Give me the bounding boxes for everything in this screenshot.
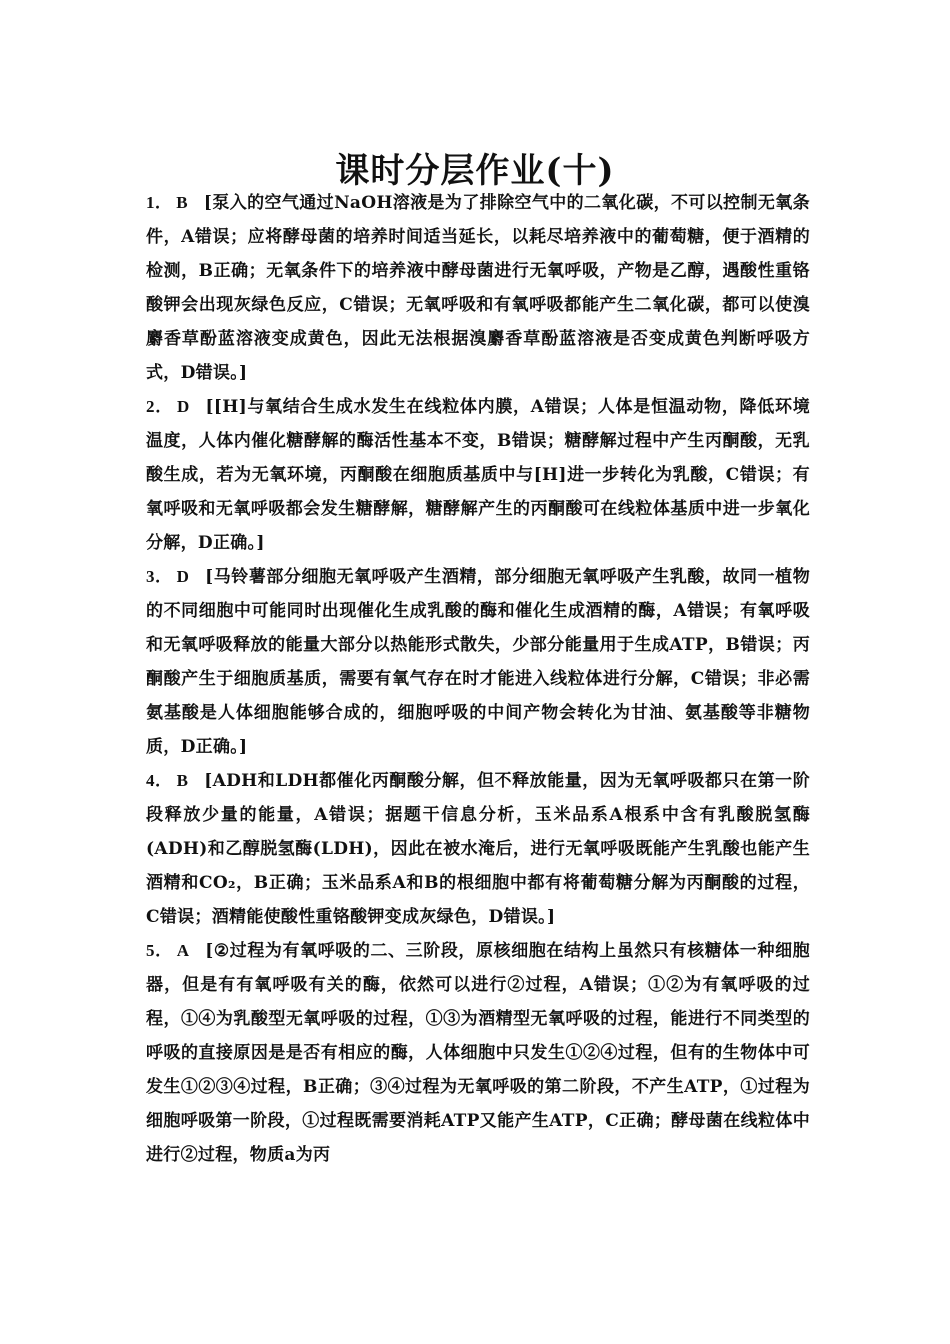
answer-number: 5． <box>146 941 173 960</box>
answer-number: 4． <box>146 771 173 790</box>
answer-key: D <box>176 397 190 416</box>
answer-explanation: [ADH和LDH都催化丙酮酸分解，但不释放能量，因为无氧呼吸都只在第一阶段释放少量的能量，A错误；据题干信息分析，玉米品系A根系中含有乳酸脱氢酶(ADH)和乙醇脱氢酶(LDH)，因此在被水淹后，进行无氧呼吸既能产生乳酸也能产生酒精和CO₂，B正确；玉米品系A和B的根细胞中都有将葡萄糖分解为丙酮酸的过程，C错误；酒精能使酸性重铬酸钾变成灰绿色，D错误。] <box>146 771 811 927</box>
answer-item-1 <box>146 186 810 390</box>
answer-item-4 <box>146 764 810 934</box>
answer-explanation: [马铃薯部分细胞无氧呼吸产生酒精，部分细胞无氧呼吸产生乳酸，故同一植物的不同细胞中可能同时出现催化生成乳酸的酶和催化生成酒精的酶，A错误；有氧呼吸和无氧呼吸释放的能量大部分以热能形式散失，少部分能量用于生成ATP，B错误；丙酮酸产生于细胞质基质，需要有氧气存在时才能进入线粒体进行分解，C错误；非必需氨基酸是人体细胞能够合成的，细胞呼吸的中间产物会转化为甘油、氨基酸等非糖物质，D正确。] <box>146 567 810 757</box>
answer-number: 3． <box>146 567 173 586</box>
answer-key: D <box>176 567 190 586</box>
answer-list <box>146 186 810 1172</box>
answer-explanation: [泵入的空气通过NaOH溶液是为了排除空气中的二氧化碳，不可以控制无氧条件，A错误；应将酵母菌的培养时间适当延长，以耗尽培养液中的葡萄糖，便于酒精的检测，B正确；无氧条件下的培养液中酵母菌进行无氧呼吸，产物是乙醇，遇酸性重铬酸钾会出现灰绿色反应，C错误；无氧呼吸和有氧呼吸都能产生二氧化碳，都可以使溴麝香草酚蓝溶液变成黄色，因此无法根据溴麝香草酚蓝溶液是否变成黄色判断呼吸方式，D错误。] <box>146 193 810 383</box>
answer-key: A <box>176 941 190 960</box>
answer-explanation: [②过程为有氧呼吸的二、三阶段，原核细胞在结构上虽然只有核糖体一种细胞器，但是有有氧呼吸有关的酶，依然可以进行②过程，A错误；①②为有氧呼吸的过程，①④为乳酸型无氧呼吸的过程，①③为酒精型无氧呼吸的过程，能进行不同类型的呼吸的直接原因是是否有相应的酶，人体细胞中只发生①②④过程，但有的生物体中可发生①②③④过程，B正确；③④过程为无氧呼吸的第二阶段，不产生ATP，①过程为细胞呼吸第一阶段，①过程既需要消耗ATP又能产生ATP，C正确；酵母菌在线粒体中进行②过程，物质a为丙 <box>146 941 810 1165</box>
answer-key: B <box>176 771 189 790</box>
answer-item-2 <box>146 390 810 560</box>
answer-explanation: [[H]与氧结合生成水发生在线粒体内膜，A错误；人体是恒温动物，降低环境温度，人体内催化糖酵解的酶活性基本不变，B错误；糖酵解过程中产生丙酮酸，无乳酸生成，若为无氧环境，丙酮酸在细胞质基质中与[H]进一步转化为乳酸，C错误；有氧呼吸和无氧呼吸都会发生糖酵解，糖酵解产生的丙酮酸可在线粒体基质中进一步氧化分解，D正确。] <box>146 397 810 553</box>
answer-item-5 <box>146 934 810 1172</box>
answer-key: B <box>176 193 188 212</box>
answer-item-3 <box>146 560 810 764</box>
page-title: 课时分层作业(十) <box>335 150 615 191</box>
answer-number: 2． <box>146 397 173 416</box>
answer-number: 1． <box>146 193 173 212</box>
